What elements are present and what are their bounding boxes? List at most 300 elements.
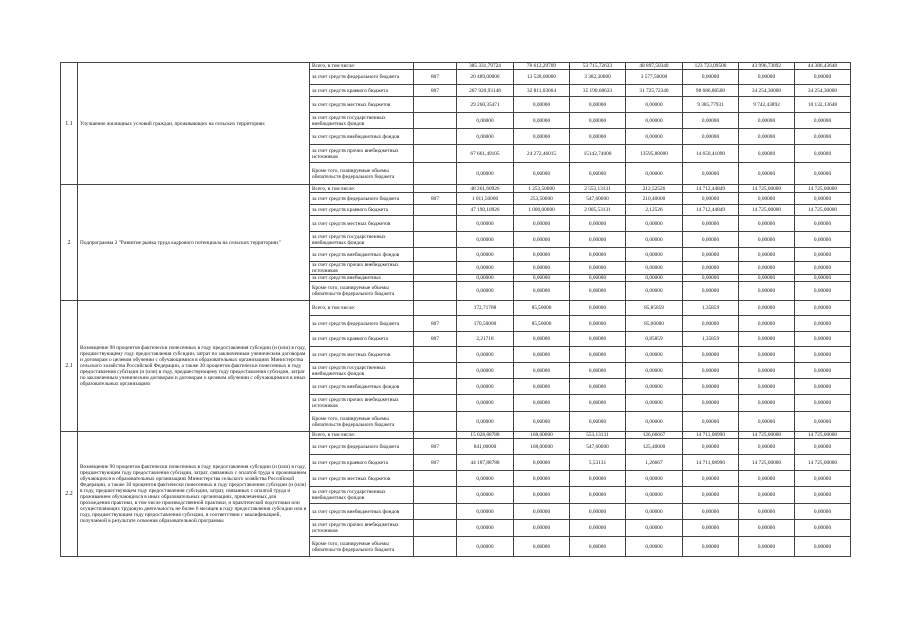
amount-cell: 0,00000 [570,97,626,113]
funding-source: за счет средств федерального бюджета [310,439,414,455]
amount-cell: 212,52526 [626,185,683,193]
amount-cell: 0,00000 [683,70,739,85]
funding-source: за счет средств внебюджетных фондов [310,248,414,262]
amount-cell: 0,00000 [514,537,570,557]
amount-cell: 547,60000 [570,439,626,455]
amount-cell: 0,00000 [570,504,626,520]
amount-cell: 0,00000 [626,232,683,248]
budget-code [414,347,457,363]
amount-cell: 0,00000 [795,363,851,379]
amount-cell: 3 577,50000 [626,70,683,85]
budget-code [414,248,457,262]
amount-cell: 0,00000 [739,145,795,163]
amount-cell: 0,00000 [457,471,514,487]
amount-cell: 1 253,50000 [514,185,570,193]
amount-cell: 14 725,00000 [739,432,795,439]
funding-source: за счет средств прочих внебюджетных источников [310,145,414,163]
amount-cell: 0,00000 [739,379,795,395]
amount-cell: 0,00000 [795,487,851,504]
amount-cell: 123 723,09500 [683,63,739,70]
funding-source: Всего, в том числе: [310,185,414,193]
amount-cell: 0,00000 [795,471,851,487]
amount-cell: 1 000,00000 [514,205,570,216]
amount-cell: 0,00000 [683,163,739,185]
amount-cell: 0,00000 [570,216,626,232]
amount-cell: 0,00000 [514,248,570,262]
amount-cell: 14 725,00000 [795,432,851,439]
amount-cell: 13595,88000 [626,145,683,163]
amount-cell: 2 553,13131 [570,185,626,193]
amount-cell: 0,00000 [739,232,795,248]
amount-cell: 0,00000 [683,379,739,395]
budget-code [414,363,457,379]
budget-code [414,129,457,145]
budget-code: 807 [414,316,457,332]
funding-source: за счет средств прочих внебюджетных источников [310,395,414,412]
amount-cell: 0,00000 [739,316,795,332]
amount-cell: 0,00000 [457,487,514,504]
funding-source: за счет средств внебюджетных [310,275,414,282]
amount-cell: 0,00000 [739,248,795,262]
amount-cell: 34 254,30000 [795,85,851,97]
amount-cell: 0,00000 [739,347,795,363]
amount-cell: 0,00000 [514,163,570,185]
amount-cell: 1,35859 [683,332,739,347]
amount-cell: 0,00000 [683,216,739,232]
amount-cell: 0,00000 [683,193,739,205]
amount-cell: 1,26667 [626,455,683,471]
amount-cell: 0,00000 [795,332,851,347]
amount-cell: 0,00000 [570,395,626,412]
amount-cell: 43 996,73892 [739,63,795,70]
amount-cell: 35 190,68633 [570,85,626,97]
budget-table [60,62,851,557]
amount-cell: 0,00000 [626,216,683,232]
amount-cell: 0,00000 [739,537,795,557]
budget-code: 807 [414,193,457,205]
amount-cell: 34 254,30000 [739,85,795,97]
amount-cell: 0,00000 [457,363,514,379]
amount-cell: 14 725,00000 [795,455,851,471]
amount-cell: 0,00000 [626,129,683,145]
amount-cell: 0,00000 [683,347,739,363]
amount-cell: 0,00000 [739,129,795,145]
budget-code [414,262,457,275]
amount-cell: 0,00000 [795,275,851,282]
amount-cell: 170,50000 [457,316,514,332]
amount-cell: 0,00000 [739,163,795,185]
funding-source: за счет средств федерального бюджета [310,193,414,205]
budget-code [414,113,457,129]
amount-cell: 0,00000 [457,537,514,557]
amount-cell: 15142,74000 [570,145,626,163]
funding-source: Всего, в том числе: [310,432,414,439]
amount-cell: 0,00000 [683,316,739,332]
amount-cell: 0,00000 [514,282,570,301]
amount-cell: 14 725,00000 [739,185,795,193]
amount-cell: 0,00000 [739,301,795,316]
amount-cell: 0,00000 [626,248,683,262]
budget-code [414,412,457,432]
amount-cell: 9 385,77931 [683,97,739,113]
amount-cell: 0,00000 [795,316,851,332]
amount-cell: 24 272,46015 [514,145,570,163]
amount-cell: 0,00000 [683,471,739,487]
budget-code [414,301,457,316]
amount-cell: 0,00000 [795,145,851,163]
amount-cell: 2,21718 [457,332,514,347]
amount-cell: 0,00000 [514,412,570,432]
amount-cell: 0,00000 [457,379,514,395]
amount-cell: 0,00000 [457,232,514,248]
amount-cell: 2 005,53131 [570,205,626,216]
amount-cell: 0,00000 [795,193,851,205]
amount-cell: 0,00000 [683,262,739,275]
funding-source: за счет средств краевого бюджета [310,85,414,97]
amount-cell: 15 028,88788 [457,432,514,439]
amount-cell: 0,00000 [626,379,683,395]
table-row [61,301,851,316]
funding-source: за счет средств государственных внебюджетных фондов [310,232,414,248]
amount-cell: 0,00000 [739,113,795,129]
amount-cell: 0,00000 [795,70,851,85]
amount-cell: 47 190,10926 [457,205,514,216]
funding-source: за счет средств государственных внебюджетных фондов [310,113,414,129]
amount-cell: 0,00000 [683,232,739,248]
budget-code [414,432,457,439]
amount-cell: 0,00000 [514,347,570,363]
amount-cell: 0,00000 [514,332,570,347]
funding-source: Кроме того, планируемые объемы обязательств федерального бюджета [310,412,414,432]
amount-cell: 14 711,08990 [683,432,739,439]
amount-cell: 0,00000 [739,504,795,520]
budget-code [414,520,457,537]
funding-source: за счет средств краевого бюджета [310,332,414,347]
amount-cell: 2,12526 [626,205,683,216]
amount-cell: 0,00000 [739,70,795,85]
row-index: 2.2 [61,432,78,557]
funding-source: за счет средств федерального бюджета [310,316,414,332]
amount-cell: 0,00000 [514,504,570,520]
amount-cell: 0,00000 [626,163,683,185]
funding-source: за счет средств федерального бюджета [310,70,414,85]
amount-cell: 53 715,72633 [570,63,626,70]
funding-source: за счет средств местных бюджетов [310,97,414,113]
amount-cell: 253,50000 [514,193,570,205]
funding-source: Всего, в том числе: [310,301,414,316]
budget-code [414,275,457,282]
amount-cell: 0,00000 [570,275,626,282]
amount-cell: 0,00000 [795,301,851,316]
amount-cell: 0,00000 [514,395,570,412]
amount-cell: 0,00000 [683,363,739,379]
amount-cell: 0,00000 [514,216,570,232]
amount-cell: 48 261,60926 [457,185,514,193]
amount-cell: 0,00000 [570,232,626,248]
amount-cell: 14 725,00000 [795,185,851,193]
amount-cell: 0,00000 [514,455,570,471]
measure-name: Возмещение 90 процентов фактически понесенных в году предоставления субсидии (и (или) в году, предшествующем году предоставления субсидии, затрат, связанных с оплатой труда и проживанием обучающихся в образовательных организациях Министерства сельского хозяйства Российской Федерации, а также 30 процентов фактически понесенных в году предоставления субсидии (и (или) в году, предшествующем году предоставления субсидии, затрат, связанных с оплатой труда и проживанием обучающихся в иных образовательных организациях, привлеченных для прохождения практики, в том числе производственной практики, и практической подготовки или осуществляющих трудовую деятельность не более 6 месяцев в году предоставления субсидии или в году, предшествующем году предоставления субсидии, в соответствии с квалификацией, получаемой в результате освоения образовательной программы [78,432,310,557]
amount-cell: 0,00000 [570,316,626,332]
row-index: 1.1 [61,63,78,185]
funding-source: Кроме того, планируемые объемы обязательств федерального бюджета [310,163,414,185]
row-index: 2 [61,185,78,301]
amount-cell: 0,00000 [795,216,851,232]
measure-name: Улучшение жилищных условий граждан, проживающих на сельских территориях [78,63,310,185]
amount-cell: 14 725,00000 [795,205,851,216]
measure-name: Подпрограмма 2 "Развитие рынка труда кадрового потенциала на сельских территориях" [78,185,310,301]
amount-cell: 0,00000 [514,379,570,395]
amount-cell: 44 386,43648 [795,63,851,70]
amount-cell: 0,00000 [795,347,851,363]
amount-cell: 0,00000 [795,504,851,520]
amount-cell: 0,00000 [683,504,739,520]
amount-cell: 0,00000 [570,347,626,363]
amount-cell: 0,00000 [570,363,626,379]
amount-cell: 44 187,88788 [457,455,514,471]
amount-cell: 0,00000 [683,282,739,301]
amount-cell: 0,00000 [795,232,851,248]
amount-cell: 0,00000 [570,537,626,557]
amount-cell: 0,00000 [570,379,626,395]
amount-cell: 0,00000 [514,487,570,504]
amount-cell: 48 897,50340 [626,63,683,70]
amount-cell: 0,00000 [683,395,739,412]
funding-source: за счет средств краевого бюджета [310,205,414,216]
amount-cell: 0,00000 [457,504,514,520]
amount-cell: 20 489,00000 [457,70,514,85]
amount-cell: 0,00000 [514,113,570,129]
amount-cell: 14 725,00000 [739,205,795,216]
amount-cell: 0,00000 [514,363,570,379]
funding-source: Кроме того, планируемые объемы обязательств федерального бюджета [310,537,414,557]
amount-cell: 0,00000 [514,97,570,113]
budget-code [414,63,457,70]
amount-cell: 0,00000 [457,262,514,275]
amount-cell: 385 331,79724 [457,63,514,70]
amount-cell: 0,00000 [739,520,795,537]
funding-source: за счет средств государственных внебюджетных фондов [310,363,414,379]
amount-cell: 70 612,29709 [514,63,570,70]
amount-cell: 0,00000 [570,113,626,129]
amount-cell: 0,85859 [626,332,683,347]
budget-code: 807 [414,332,457,347]
funding-source: за счет средств внебюджетных фондов [310,129,414,145]
amount-cell: 0,00000 [683,520,739,537]
budget-code: 807 [414,439,457,455]
amount-cell: 0,00000 [570,163,626,185]
amount-cell: 14 712,44849 [683,185,739,193]
amount-cell: 0,00000 [795,412,851,432]
budget-code [414,185,457,193]
amount-cell: 0,00000 [626,347,683,363]
amount-cell: 0,00000 [739,439,795,455]
amount-cell: 14 711,08990 [683,455,739,471]
amount-cell: 0,00000 [683,248,739,262]
funding-source: Всего, в том числе: [310,63,414,70]
amount-cell: 0,00000 [457,395,514,412]
budget-code [414,145,457,163]
amount-cell: 0,00000 [514,129,570,145]
amount-cell: 0,00000 [514,520,570,537]
budget-code [414,282,457,301]
amount-cell: 0,00000 [570,282,626,301]
amount-cell: 5,53131 [570,455,626,471]
amount-cell: 32 811,03664 [514,85,570,97]
amount-cell: 85,50000 [514,301,570,316]
amount-cell: 0,00000 [457,129,514,145]
budget-code [414,232,457,248]
amount-cell: 0,00000 [683,412,739,432]
amount-cell: 0,00000 [570,129,626,145]
amount-cell: 0,00000 [457,347,514,363]
amount-cell: 0,00000 [739,193,795,205]
row-index: 2.1 [61,301,78,432]
amount-cell: 0,00000 [570,332,626,347]
amount-cell: 0,00000 [683,487,739,504]
amount-cell: 10 132,13648 [795,97,851,113]
amount-cell: 0,00000 [514,232,570,248]
amount-cell: 14 725,00000 [739,455,795,471]
amount-cell: 0,00000 [795,439,851,455]
amount-cell: 0,00000 [626,412,683,432]
amount-cell: 85,00000 [626,316,683,332]
amount-cell: 0,00000 [457,412,514,432]
amount-cell: 98 686,80500 [683,85,739,97]
amount-cell: 0,00000 [739,282,795,301]
funding-source: за счет средств внебюджетных фондов [310,379,414,395]
amount-cell: 0,00000 [795,262,851,275]
amount-cell: 0,00000 [626,363,683,379]
funding-source: за счет средств местных бюджетов [310,347,414,363]
amount-cell: 0,00000 [626,113,683,129]
amount-cell: 9 742,43892 [739,97,795,113]
amount-cell: 0,00000 [457,282,514,301]
amount-cell: 0,00000 [457,163,514,185]
amount-cell: 0,00000 [570,412,626,432]
amount-cell: 0,00000 [457,216,514,232]
amount-cell: 0,00000 [739,262,795,275]
amount-cell: 0,00000 [457,520,514,537]
funding-source: за счет средств прочих внебюджетных источников [310,520,414,537]
table-row [61,432,851,439]
budget-table-body [61,63,851,557]
budget-code [414,216,457,232]
amount-cell: 126,66667 [626,432,683,439]
amount-cell: 0,00000 [683,439,739,455]
budget-code [414,471,457,487]
budget-code [414,504,457,520]
amount-cell: 0,00000 [739,471,795,487]
amount-cell: 0,00000 [795,537,851,557]
amount-cell: 0,00000 [739,216,795,232]
amount-cell: 0,00000 [570,520,626,537]
budget-code [414,487,457,504]
amount-cell: 0,00000 [795,129,851,145]
budget-code [414,97,457,113]
amount-cell: 1 011,50000 [457,193,514,205]
amount-cell: 168,00000 [514,432,570,439]
amount-cell: 0,00000 [570,487,626,504]
amount-cell: 0,00000 [795,113,851,129]
amount-cell: 0,00000 [626,395,683,412]
amount-cell: 0,00000 [626,504,683,520]
amount-cell: 0,00000 [514,262,570,275]
amount-cell: 547,60000 [570,193,626,205]
amount-cell: 0,00000 [626,97,683,113]
funding-source: за счет средств государственных внебюджетных фондов [310,487,414,504]
amount-cell: 0,00000 [514,275,570,282]
amount-cell: 553,13131 [570,432,626,439]
amount-cell: 0,00000 [739,412,795,432]
amount-cell: 0,00000 [739,487,795,504]
amount-cell: 0,00000 [739,275,795,282]
amount-cell: 0,00000 [683,275,739,282]
amount-cell: 0,00000 [626,275,683,282]
amount-cell: 0,00000 [739,363,795,379]
amount-cell: 67 661,49105 [457,145,514,163]
amount-cell: 841,00000 [457,439,514,455]
amount-cell: 0,00000 [570,471,626,487]
amount-cell: 1,35859 [683,301,739,316]
budget-code: 807 [414,70,457,85]
table-row [61,63,851,70]
amount-cell: 0,00000 [457,113,514,129]
funding-source: за счет средств местных бюджетов [310,471,414,487]
amount-cell: 0,00000 [626,282,683,301]
budget-code [414,537,457,557]
amount-cell: 14 650,41090 [683,145,739,163]
amount-cell: 267 920,93148 [457,85,514,97]
amount-cell: 85,85859 [626,301,683,316]
amount-cell: 29 260,35471 [457,97,514,113]
amount-cell: 0,00000 [683,129,739,145]
budget-code: 807 [414,85,457,97]
amount-cell: 0,00000 [739,332,795,347]
budget-code [414,379,457,395]
amount-cell: 0,00000 [795,163,851,185]
table-row [61,185,851,193]
funding-source: Кроме того, планируемые объемы обязательств федерального бюджета [310,282,414,301]
amount-cell: 0,00000 [795,520,851,537]
amount-cell: 0,00000 [457,275,514,282]
amount-cell: 0,00000 [739,395,795,412]
amount-cell: 0,00000 [795,248,851,262]
amount-cell: 0,00000 [626,520,683,537]
amount-cell: 125,40000 [626,439,683,455]
amount-cell: 0,00000 [683,537,739,557]
amount-cell: 0,00000 [795,379,851,395]
amount-cell: 0,00000 [514,471,570,487]
budget-code: 807 [414,455,457,471]
amount-cell: 0,00000 [795,395,851,412]
amount-cell: 13 528,00000 [514,70,570,85]
amount-cell: 0,00000 [626,471,683,487]
funding-source: за счет средств местных бюджетов [310,216,414,232]
amount-cell: 85,50000 [514,316,570,332]
measure-name: Возмещение 90 процентов фактически понесенных в году предоставления субсидии (и (или) в году, предшествующему году предоставления субсидии, затрат по заключенным ученическим договорам и договорам о целевом обучении с обучающимися в образовательных организациях Министерства сельского хозяйства Российской Федерации, а также 30 процентов фактически понесенных в году предоставления субсидии (и (или) в году, предшествующему году предоставления субсидии, затрат по заключенным ученическим договорам и договорам о целевом обучении с обучающимися в иных образовательных организациях [78,301,310,432]
amount-cell: 168,00000 [514,439,570,455]
budget-code [414,395,457,412]
budget-code [414,163,457,185]
amount-cell: 0,00000 [795,282,851,301]
amount-cell: 210,40000 [626,193,683,205]
amount-cell: 31 725,72340 [626,85,683,97]
funding-source: за счет средств внебюджетных фондов [310,504,414,520]
funding-source: за счет средств краевого бюджета [310,455,414,471]
amount-cell: 0,00000 [626,537,683,557]
amount-cell: 0,00000 [570,301,626,316]
